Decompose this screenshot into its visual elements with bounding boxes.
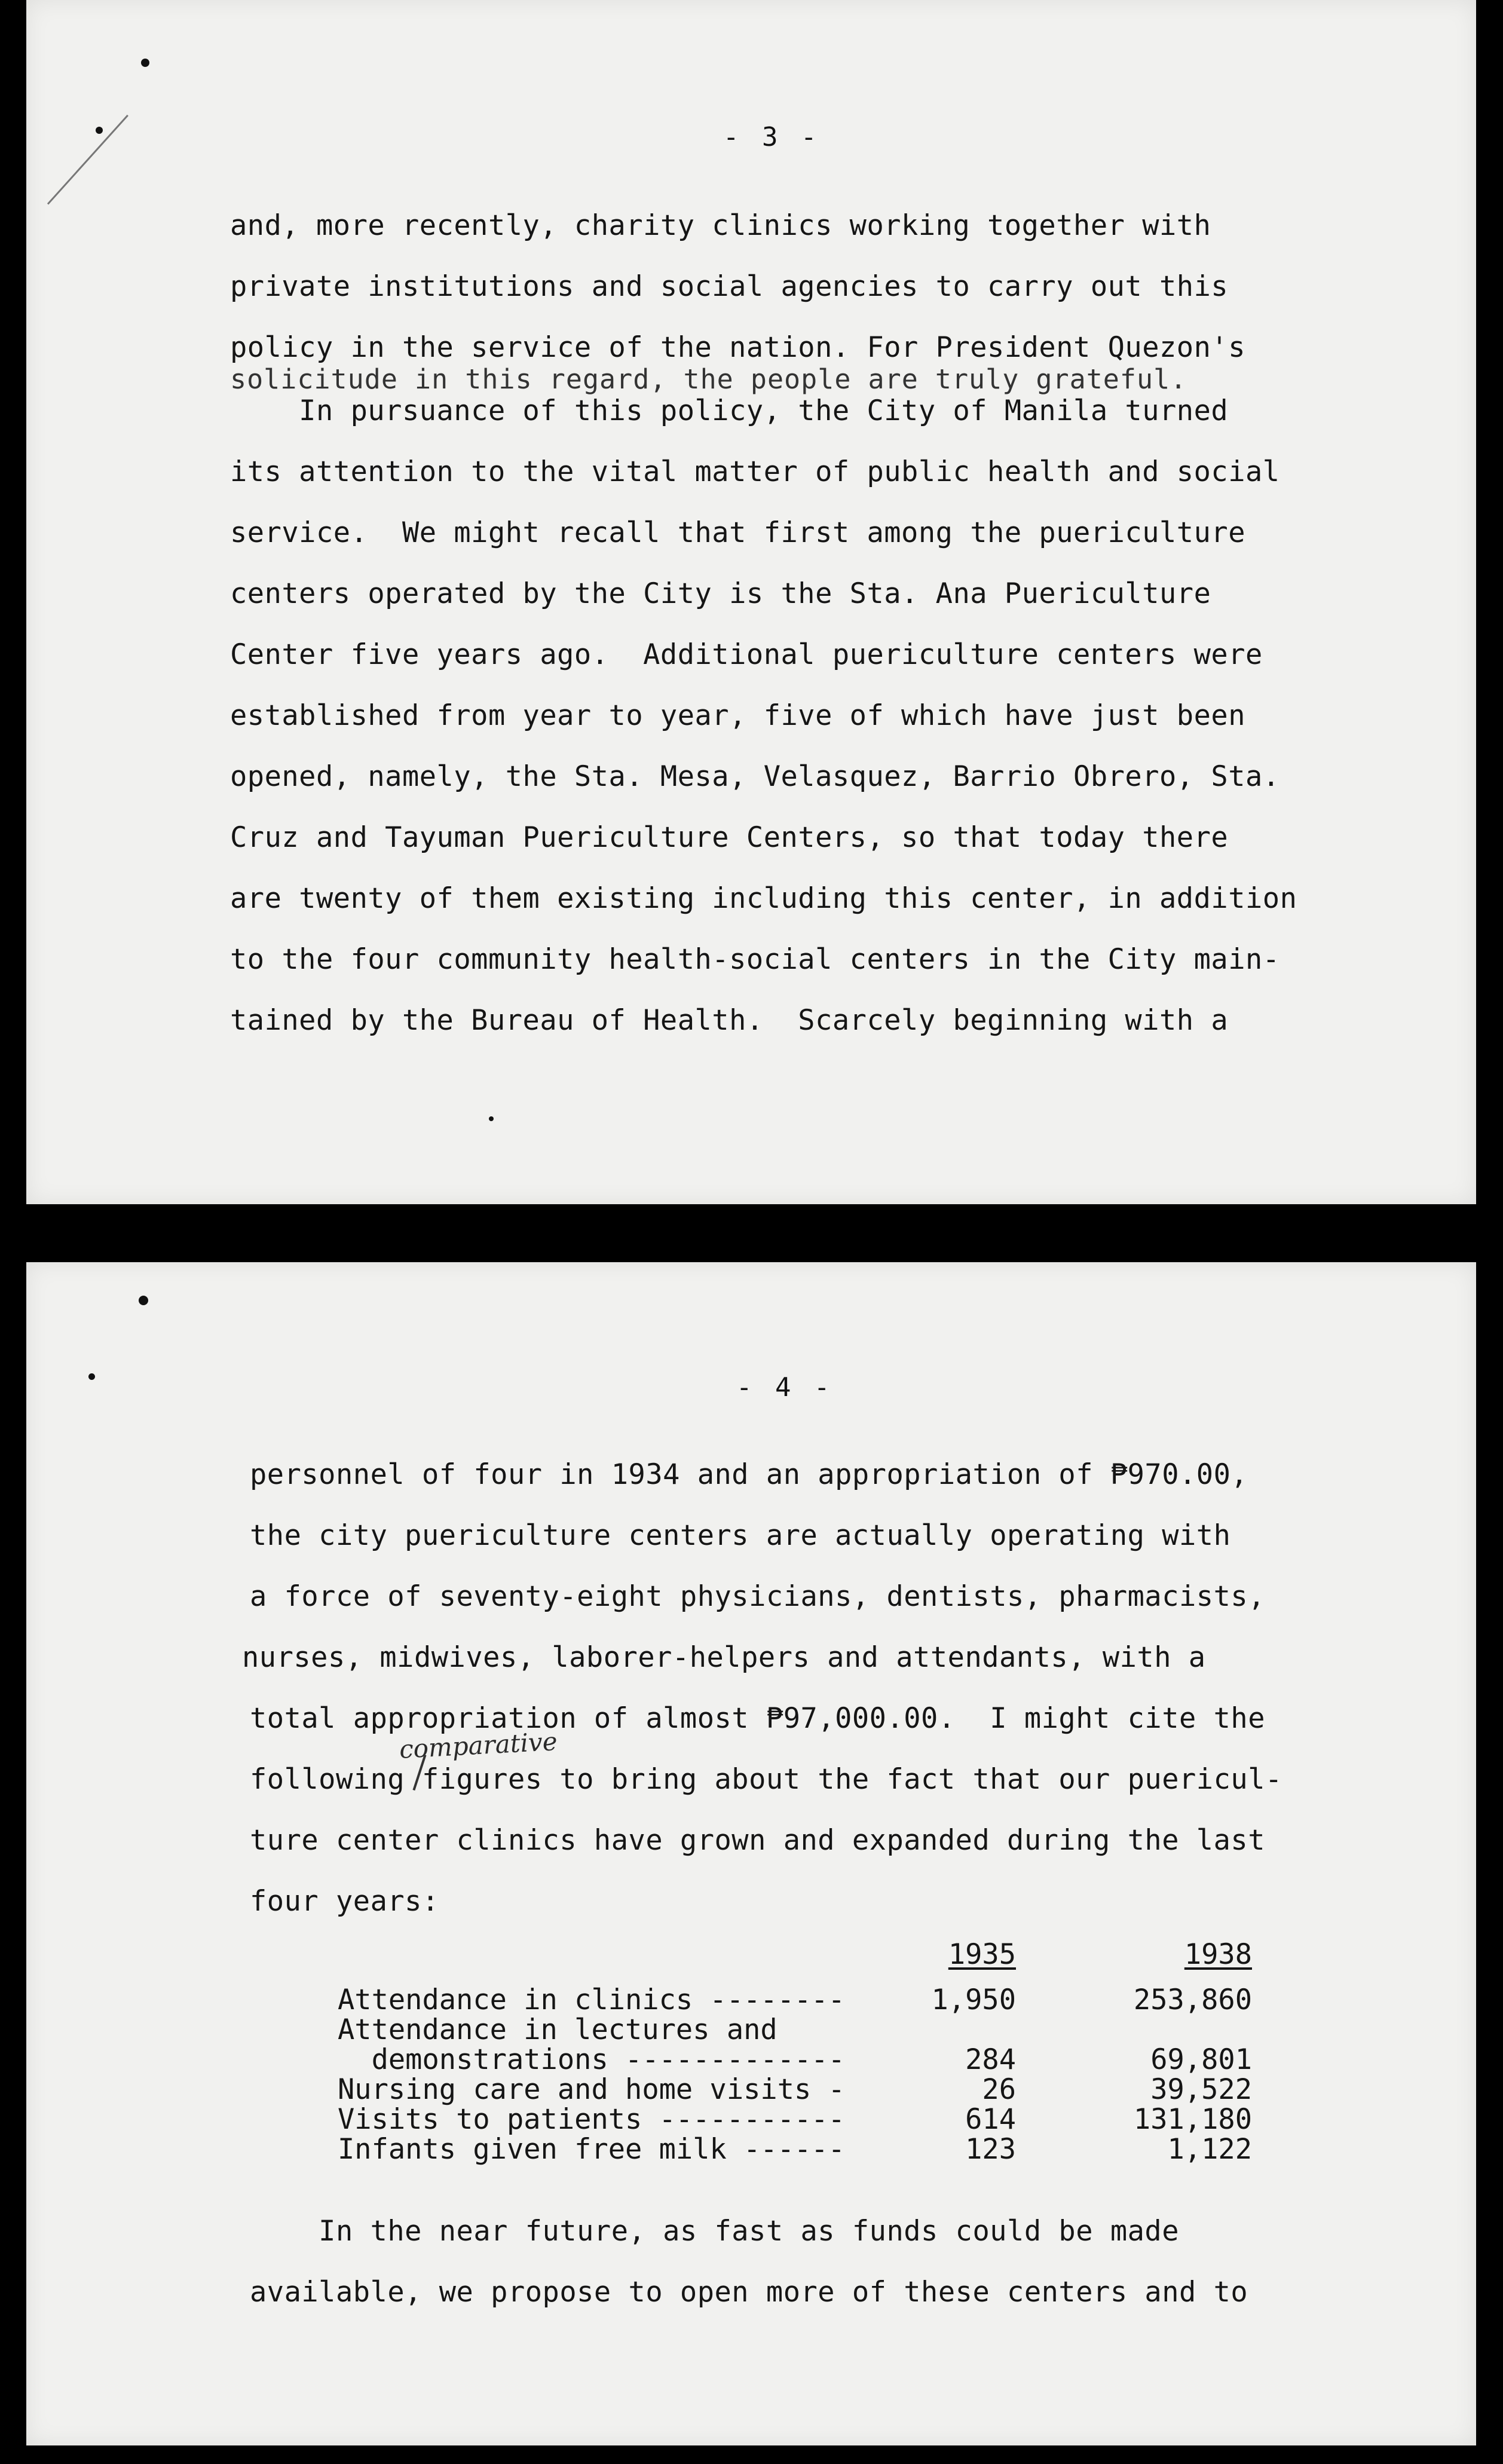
row-label: Infants given free milk ------ [338,2133,845,2166]
value-1938: 131,180 [1133,2103,1252,2136]
text-line: tained by the Bureau of Health. Scarcely beginning with a [230,1004,1229,1037]
comparison-table [338,1940,1252,2165]
value-1938: 69,801 [1150,2043,1252,2076]
text-line: In the near future, as fast as funds could be made [250,2215,1180,2248]
row-label: Attendance in lectures and [338,2013,777,2046]
table-row [338,2135,1252,2165]
row-label: Attendance in clinics -------- [338,1984,845,2016]
ink-speck [139,1296,148,1305]
table-row [338,2105,1252,2135]
text-line: its attention to the vital matter of public health and social [230,455,1280,488]
value-1935 [896,2015,1016,2045]
ink-speck [88,1373,95,1380]
column-header-1935: 1935 [948,1938,1016,1971]
text-line: policy in the service of the nation. For President Quezon's [230,331,1245,364]
ink-speck [141,59,149,67]
table-row [338,2045,1252,2075]
column-header-1938: 1938 [1184,1938,1252,1971]
text-line: total appropriation of almost ₱97,000.00. I might cite the [250,1702,1265,1735]
value-1938: 39,522 [1150,2073,1252,2106]
text-line: are twenty of them existing including this center, in addition [230,882,1297,915]
text-line: personnel of four in 1934 and an appropriation of ₱970.00, [250,1458,1248,1491]
text-line: following figures to bring about the fact that our puericul- [250,1763,1282,1796]
value-1938: 253,860 [1133,1984,1252,2016]
ink-speck [96,127,103,134]
table-row [338,2015,1252,2045]
value-1935: 614 [965,2103,1016,2136]
ink-speck [489,1116,494,1121]
text-line: solicitude in this regard, the people are truly grateful. [230,363,1187,395]
value-1935: 26 [982,2073,1016,2106]
table-header-blank [338,1940,896,1985]
row-label: Visits to patients ----------- [338,2103,845,2136]
text-line: opened, namely, the Sta. Mesa, Velasquez, Barrio Obrero, Sta. [230,760,1280,793]
text-line: available, we propose to open more of these centers and to [250,2276,1248,2309]
text-line: a force of seventy-eight physicians, dentists, pharmacists, [250,1580,1265,1613]
text-line: and, more recently, charity clinics working together with [230,209,1211,242]
text-line: Cruz and Tayuman Puericulture Centers, so that today there [230,821,1229,854]
text-line: established from year to year, five of which have just been [230,699,1245,732]
page-number-3: - 3 - [723,122,821,152]
text-line: the city puericulture centers are actually operating with [250,1519,1231,1552]
row-label: Nursing care and home visits - [338,2073,845,2106]
text-line: centers operated by the City is the Sta. Ana Puericulture [230,577,1211,610]
value-1935: 284 [965,2043,1016,2076]
table-row [338,2075,1252,2105]
value-1935: 123 [965,2133,1016,2166]
text-line: private institutions and social agencies to carry out this [230,270,1229,303]
text-line: Center five years ago. Additional puericulture centers were [230,638,1263,671]
handwritten-insert: comparative [398,1727,558,1764]
value-1938: 1,122 [1167,2133,1252,2166]
row-label: demonstrations ------------- [338,2043,845,2076]
text-line: to the four community health-social centers in the City main- [230,943,1280,976]
value-1938 [1016,2015,1252,2045]
page-number-4: - 4 - [736,1372,834,1403]
text-line: ture center clinics have grown and expanded during the last [250,1824,1265,1857]
text-line: In pursuance of this policy, the City of Manila turned [230,394,1229,427]
table-header-row [338,1940,1252,1985]
text-line: service. We might recall that first among the puericulture [230,516,1245,549]
table-row [338,1985,1252,2015]
text-line: four years: [250,1885,439,1918]
text-line: nurses, midwives, laborer-helpers and attendants, with a [242,1641,1206,1674]
value-1935: 1,950 [931,1984,1016,2016]
